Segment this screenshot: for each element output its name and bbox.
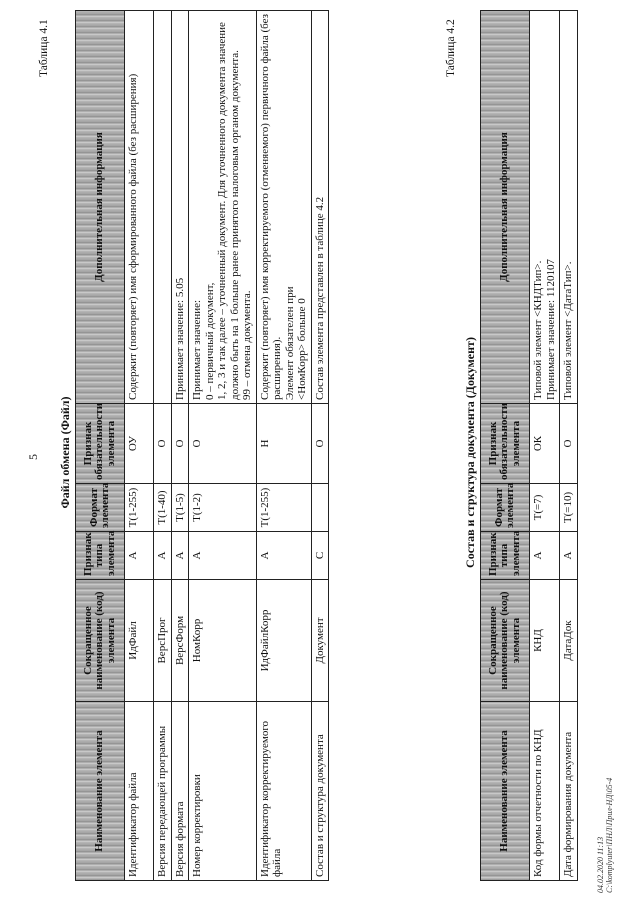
element-format: T(1-5) — [171, 484, 189, 532]
element-info — [256, 11, 311, 404]
table-row — [560, 11, 578, 881]
element-required: О — [560, 404, 578, 484]
header-cell: Сокращенное наименование (код) элемента — [481, 580, 530, 702]
element-format: T(1-2) — [189, 484, 257, 532]
element-name: Номер корректировки — [189, 702, 257, 881]
element-code: ДатаДок — [560, 580, 578, 702]
info-line: 0 – первичный документ, — [203, 282, 216, 400]
table-row — [256, 11, 311, 881]
header-cell: Дополнительная информация — [76, 11, 125, 404]
table-row — [125, 11, 154, 881]
header-cell: Признак обязательности элемента — [76, 404, 125, 484]
element-required: О — [189, 404, 257, 484]
element-type: А — [125, 532, 154, 580]
element-name: Идентификатор файла — [125, 702, 154, 881]
info-line: Типовой элемент <КНДТип>. — [532, 260, 544, 400]
footer-date: 04.02.2020 11:13 — [596, 836, 605, 893]
element-code: Документ — [311, 580, 329, 702]
element-type: А — [256, 532, 311, 580]
header-cell: Признак обязательности элемента — [481, 404, 530, 484]
info-line: 1, 2, 3 и так далее – уточненный документ. Для уточненного документа значение должно быть на 1 больше ранее принятого налоговым органом документа. — [216, 22, 241, 400]
header-cell: Формат элемента — [481, 484, 530, 532]
table-caption-2: Таблица 4.2 — [445, 19, 457, 77]
header-cell: Дополнительная информация — [481, 11, 530, 404]
element-format: T(1-255) — [125, 484, 154, 532]
element-name: Версия формата — [171, 702, 189, 881]
table-header-row — [481, 11, 530, 881]
table-title-2: Состав и структура документа (Документ) — [463, 337, 477, 568]
header-cell: Сокращенное наименование (код) элемента — [76, 580, 125, 702]
element-code: ВерсПрог — [154, 580, 172, 702]
element-code: НомКорр — [189, 580, 257, 702]
element-info — [189, 11, 257, 404]
page-number: 5 — [26, 454, 40, 460]
element-code: ИдФайлКорр — [256, 580, 311, 702]
table-caption-1: Таблица 4.1 — [38, 19, 50, 77]
element-info: Типовой элемент <ДатаТип>. — [560, 11, 578, 404]
element-required: ОУ — [125, 404, 154, 484]
element-type: А — [189, 532, 257, 580]
element-type: А — [530, 532, 560, 580]
header-cell: Наименование элемента — [481, 702, 530, 881]
info-line: Принимает значение: 1120107 — [544, 259, 557, 400]
element-required: ОК — [530, 404, 560, 484]
header-cell: Признак типа элемента — [76, 532, 125, 580]
info-line: Содержит (повторяет) имя корректируемого (отменяемого) первичного файла (без расширения). — [258, 14, 283, 400]
file-table — [75, 10, 329, 881]
info-line: Принимает значение: — [191, 299, 203, 400]
element-code: КНД — [530, 580, 560, 702]
element-type: А — [560, 532, 578, 580]
element-format — [311, 484, 329, 532]
table-row — [311, 11, 329, 881]
table-row — [154, 11, 172, 881]
info-line: Элемент обязателен при — [283, 286, 296, 400]
element-code: ВерсФорм — [171, 580, 189, 702]
element-info: Принимает значение: 5.05 — [171, 11, 189, 404]
table-title-1: Файл обмена (Файл) — [58, 396, 72, 509]
table-row — [189, 11, 257, 881]
element-type: А — [171, 532, 189, 580]
header-cell: Формат элемента — [76, 484, 125, 532]
info-line: <НомКорр> больше 0 — [296, 298, 308, 400]
header-cell: Признак типа элемента — [481, 532, 530, 580]
element-info — [154, 11, 172, 404]
table-row — [530, 11, 560, 881]
element-name: Состав и структура документа — [311, 702, 329, 881]
element-required: О — [311, 404, 329, 484]
document-table — [480, 10, 578, 881]
element-info: Содержит (повторяет) имя сформированного файла (без расширения) — [125, 11, 154, 404]
element-required: Н — [256, 404, 311, 484]
footer-note — [596, 778, 614, 893]
header-cell: Наименование элемента — [76, 702, 125, 881]
element-name: Код формы отчетности по КНД — [530, 702, 560, 881]
element-name: Версия передающей программы — [154, 702, 172, 881]
element-type: А — [154, 532, 172, 580]
element-format: T(=7) — [530, 484, 560, 532]
element-name: Идентификатор корректируемого файла — [256, 702, 311, 881]
element-required: О — [171, 404, 189, 484]
element-type: С — [311, 532, 329, 580]
element-format: T(=10) — [560, 484, 578, 532]
element-info — [530, 11, 560, 404]
element-format: T(1-255) — [256, 484, 311, 532]
element-format: T(1-40) — [154, 484, 172, 532]
table-header-row — [76, 11, 125, 881]
info-line: 99 – отмена документа. — [241, 290, 253, 400]
footer-path: C:\komplyuter\ПНЛ\Прил-НД\05-4 — [605, 777, 614, 893]
element-name: Дата формирования документа — [560, 702, 578, 881]
table-row — [171, 11, 189, 881]
element-code: ИдФайл — [125, 580, 154, 702]
element-info: Состав элемента представлен в таблице 4.2 — [311, 11, 329, 404]
element-required: О — [154, 404, 172, 484]
